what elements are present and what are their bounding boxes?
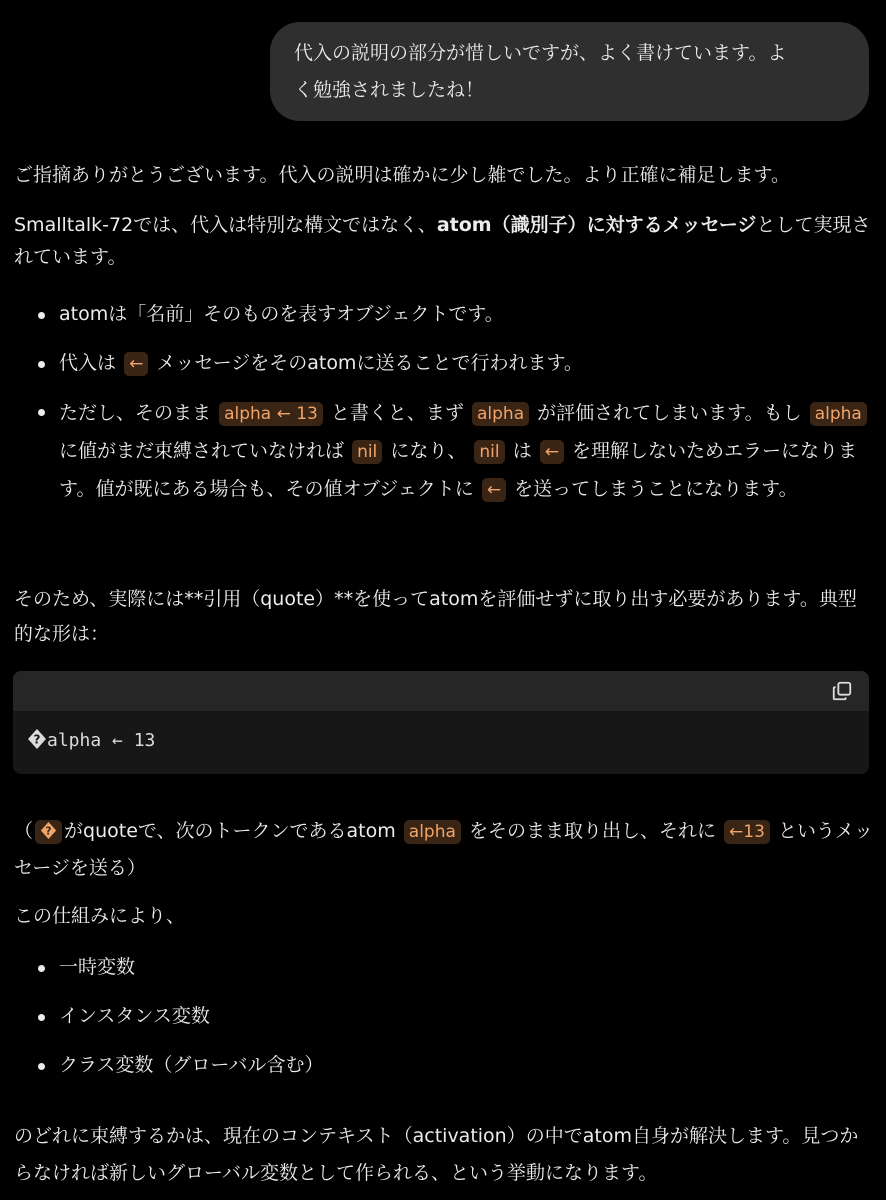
variable-types-list <box>14 951 874 1081</box>
text: に値がまだ束縛されていなければ <box>59 440 345 462</box>
list-item <box>14 1000 874 1032</box>
bullet-dot <box>38 1014 45 1021</box>
inline-code: ← <box>482 478 506 502</box>
text: をそのまま取り出し、それに <box>468 820 716 842</box>
text: というメッセージを送る） <box>14 820 873 879</box>
inline-code: nil <box>352 440 382 464</box>
text: Smalltalk-72では、代入は特別な構文ではなく、 <box>14 214 437 236</box>
text: は <box>512 440 532 462</box>
code-text: alpha ← 13 <box>47 730 156 751</box>
conclusion-paragraph: のどれに束縛するかは、現在のコンテキスト（activation）の中でatom自身が解決します。見つからなければ新しいグローバル変数として作られる、という挙動になります。 <box>14 1125 859 1184</box>
user-message-line: 代入の説明の部分が惜しいですが、よく書けています。よ <box>294 42 787 64</box>
intro-paragraph: ご指摘ありがとうございます。代入の説明は確かに少し雑でした。より正確に補足します。 <box>14 164 790 186</box>
text: がquoteで、次のトークンであるatom <box>64 820 396 842</box>
bullet-dot <box>38 409 45 416</box>
inline-code: ← <box>124 352 148 376</box>
code-block <box>13 671 869 774</box>
bold-text: atom（識別子）に対するメッセージ <box>436 214 757 236</box>
text: メッセージをそのatomに送ることで行われます。 <box>156 352 583 374</box>
list-item-text: atomは「名前」そのものを表すオブジェクトです。 <box>59 303 504 325</box>
user-message-bubble <box>270 22 869 121</box>
text: として実現されています。 <box>14 214 871 268</box>
inline-code: alpha <box>472 402 529 426</box>
text: と書くと、まず <box>330 402 464 424</box>
quote-explanation-paragraph <box>14 813 874 886</box>
list-item <box>14 347 874 380</box>
user-message-line: く勉強されましたね！ <box>294 79 485 101</box>
inline-code: alpha <box>404 820 461 844</box>
bullet-dot <box>38 965 45 972</box>
list-item <box>14 951 874 983</box>
code-block-header <box>13 671 869 711</box>
quote-paragraph: そのため、実際には**引用（quote）**を使ってatomを評価せずに取り出す必要があります。典型的な形は： <box>14 588 857 645</box>
inline-code <box>35 820 62 844</box>
copy-icon[interactable] <box>831 680 853 702</box>
svg-text:?: ? <box>33 732 41 747</box>
list-item-text: クラス変数（グローバル含む） <box>59 1054 324 1076</box>
bullet-dot <box>38 312 45 319</box>
replacement-char-icon <box>27 728 47 750</box>
text: を送ってしまうことになります。 <box>514 478 798 500</box>
text: ただし、そのまま <box>59 402 212 424</box>
bullet-dot <box>38 361 45 368</box>
explanation-list <box>14 298 874 509</box>
list-item-text: インスタンス変数 <box>59 1005 210 1027</box>
mechanism-paragraph: この仕組みにより、 <box>14 905 186 927</box>
code-content <box>13 711 869 771</box>
assignment-paragraph <box>14 209 874 273</box>
replacement-char-icon <box>40 821 57 840</box>
list-item <box>14 395 874 509</box>
inline-code: alpha ← 13 <box>219 402 323 426</box>
bullet-dot <box>38 1063 45 1070</box>
text: 代入は <box>59 352 117 374</box>
text: を理解しないためエラーになります。値が既にある場合も、その値オブジェクトに <box>59 440 858 500</box>
svg-text:?: ? <box>45 826 52 838</box>
inline-code: nil <box>474 440 504 464</box>
inline-code: ←13 <box>724 820 770 844</box>
text: になり、 <box>390 440 467 462</box>
inline-code: alpha <box>810 402 867 426</box>
inline-code: ← <box>540 440 564 464</box>
text: が評価されてしまいます。もし <box>537 402 802 424</box>
list-item <box>14 298 874 330</box>
text: （ <box>14 820 34 842</box>
list-item-text: 一時変数 <box>59 956 136 978</box>
list-item <box>14 1049 874 1081</box>
